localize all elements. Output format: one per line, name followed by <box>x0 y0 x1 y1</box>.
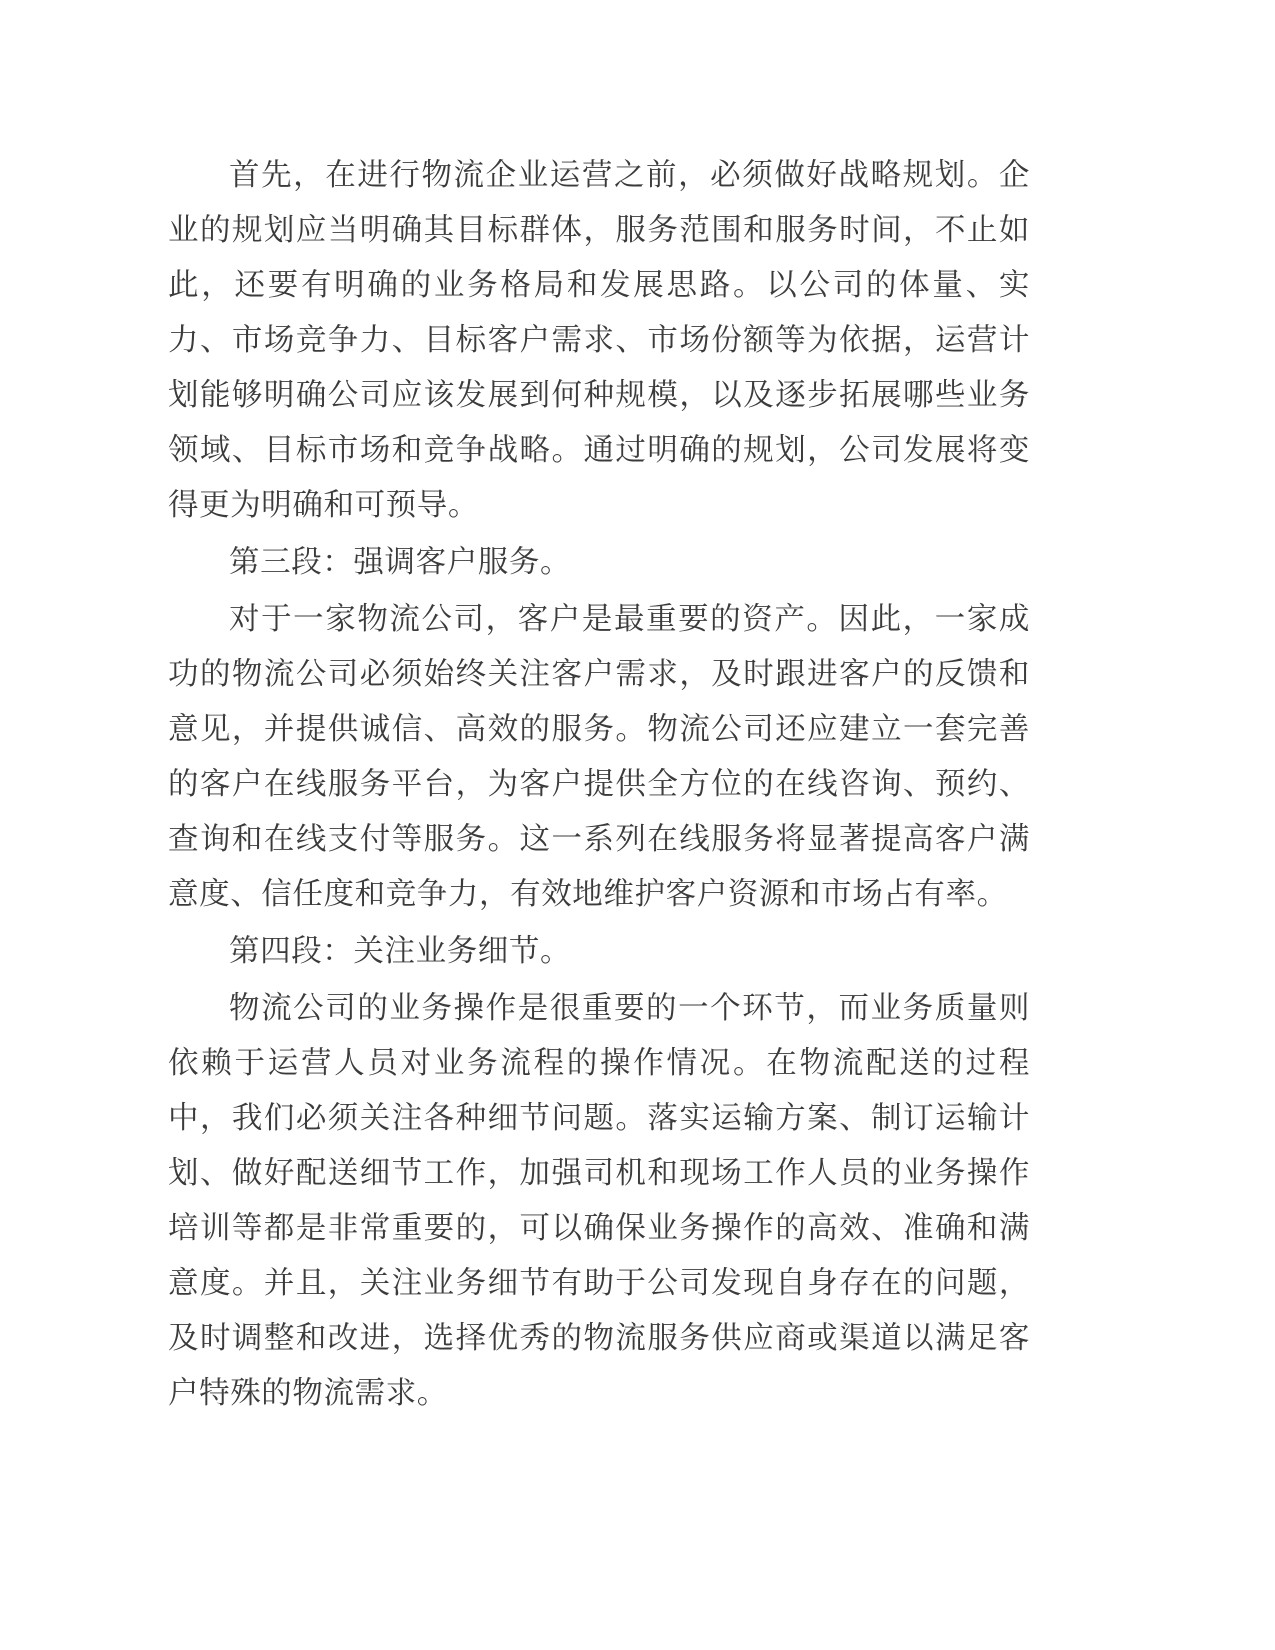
paragraph-2-heading: 第三段：强调客户服务。 <box>229 545 572 580</box>
paragraph-5: 物流公司的业务操作是很重要的一个环节，而业务质量则依赖于运营人员对业务流程的操作情况。在物流配送的过程中，我们必须关注各种细节问题。落实运输方案、制订运输计划、做好配送细节工作，加强司机和现场工作人员的业务操作培训等都是非常重要的，可以确保业务操作的高效、准确和满意度。并且，关注业务细节有助于公司发现自身存在的问题，及时调整和改进，选择优秀的物流服务供应商或渠道以满足客户特殊的物流需求。 <box>168 991 1030 1411</box>
paragraph-3: 对于一家物流公司，客户是最重要的资产。因此，一家成功的物流公司必须始终关注客户需求，及时跟进客户的反馈和意见，并提供诚信、高效的服务。物流公司还应建立一套完善的客户在线服务平台，为客户提供全方位的在线咨询、预约、查询和在线支付等服务。这一系列在线服务将显著提高客户满意度、信任度和竞争力，有效地维护客户资源和市场占有率。 <box>168 602 1030 912</box>
paragraph-1: 首先，在进行物流企业运营之前，必须做好战略规划。企业的规划应当明确其目标群体，服务范围和服务时间，不止如此，还要有明确的业务格局和发展思路。以公司的体量、实力、市场竞争力、目标客户需求、市场份额等为依据，运营计划能够明确公司应该发展到何种规模，以及逐步拓展哪些业务领域、目标市场和竞争战略。通过明确的规划，公司发展将变得更为明确和可预导。 <box>168 158 1030 523</box>
paragraph-4-heading: 第四段：关注业务细节。 <box>229 934 572 969</box>
document-body <box>168 148 1030 1423</box>
